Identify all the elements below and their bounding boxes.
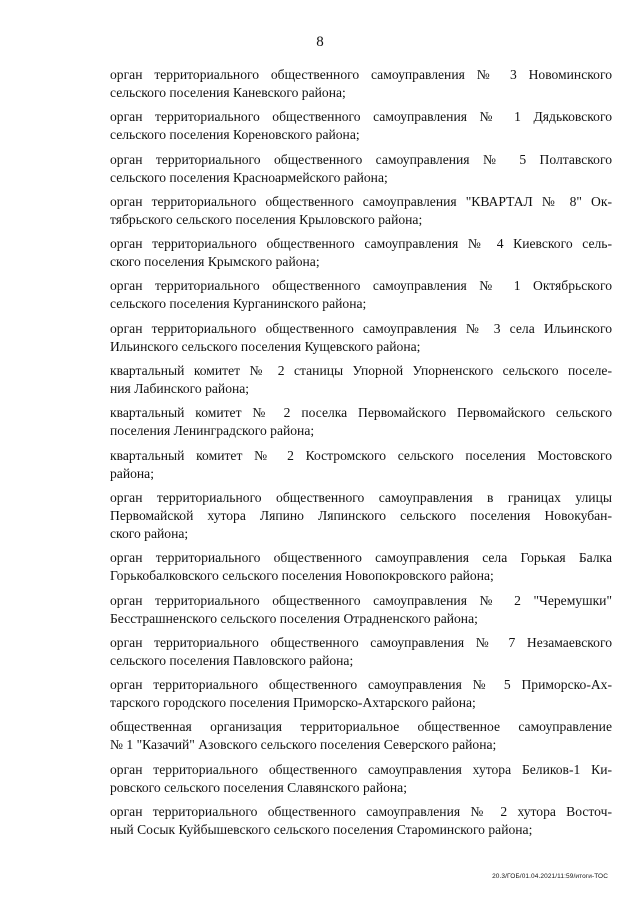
- list-item-line: тябрьского сельского поселения Крыловского района;: [110, 211, 423, 227]
- list-item: [110, 108, 612, 144]
- document-footer-code: 20.3/ГОБ/01.04.2021/11:59/итоги-ТОС: [492, 873, 608, 880]
- list-item-line: поселения Ленинградского района;: [110, 423, 315, 439]
- list-item-line: орган территориального общественного самоуправления № 1 Дядьковского: [110, 109, 612, 125]
- list-item-line: сельского поселения Красноармейского района;: [110, 169, 388, 185]
- list-item-line: Бесстрашненского сельского поселения Отрадненского района;: [110, 610, 478, 626]
- list-item: [110, 592, 612, 628]
- list-item: [110, 634, 612, 670]
- list-item-line: сельского поселения Каневского района;: [110, 85, 346, 100]
- list-item: [110, 320, 612, 356]
- list-item: [110, 549, 612, 585]
- list-item-line: орган территориального общественного самоуправления № 5 Приморско-Ах-: [110, 677, 612, 693]
- list-item-line: общественная организация территориальное общественное самоуправление: [110, 719, 612, 735]
- list-item: [110, 66, 612, 102]
- list-item: [110, 803, 612, 839]
- list-item-line: орган территориального общественного самоуправления № 5 Полтавского: [110, 151, 612, 167]
- list-item-line: ского района;: [110, 525, 189, 541]
- list-item: [110, 235, 612, 271]
- list-item-line: района;: [110, 465, 154, 481]
- list-item: [110, 151, 612, 187]
- list-item: [110, 193, 612, 229]
- list-item-line: орган территориального общественного самоуправления № 2 хутора Восточ-: [110, 804, 612, 820]
- list-item-line: орган территориального общественного самоуправления № 2 "Черемушки": [110, 592, 612, 608]
- list-item-line: орган территориального общественного самоуправления села Горькая Балка: [110, 550, 612, 566]
- list-item-line: сельского поселения Павловского района;: [110, 652, 354, 668]
- list-item-line: орган территориального общественного самоуправления № 3 Новоминского: [110, 67, 612, 82]
- list-item: [110, 676, 612, 712]
- list-item-line: Ильинского сельского поселения Кущевского района;: [110, 338, 421, 354]
- list-item: [110, 404, 612, 440]
- list-item: [110, 761, 612, 797]
- list-item-line: квартальный комитет № 2 Костромского сельского поселения Мостовского: [110, 447, 612, 463]
- list-item: [110, 489, 612, 543]
- page-number: 8: [316, 34, 324, 50]
- list-item-line: ный Сосык Куйбышевского сельского поселения Староминского района;: [110, 822, 533, 838]
- list-item-line: ского поселения Крымского района;: [110, 254, 320, 270]
- list-item-line: орган территориального общественного самоуправления № 7 Незамаевского: [110, 634, 612, 650]
- list-item-line: Первомайской хутора Ляпино Ляпинского сельского поселения Новокубан-: [110, 507, 612, 523]
- entry-list: [110, 66, 612, 845]
- list-item-line: орган территориального общественного самоуправления "КВАРТАЛ № 8" Ок-: [110, 193, 612, 209]
- list-item-line: орган территориального общественного самоуправления № 1 Октябрьского: [110, 278, 612, 294]
- list-item-line: квартальный комитет № 2 станицы Упорной Упорненского сельского поселе-: [110, 363, 612, 379]
- list-item-line: ния Лабинского района;: [110, 381, 250, 397]
- list-item-line: тарского городского поселения Приморско-Ахтарского района;: [110, 695, 476, 711]
- list-item-line: Горькобалковского сельского поселения Новопокровского района;: [110, 568, 494, 584]
- list-item: [110, 277, 612, 313]
- list-item-line: орган территориального общественного самоуправления № 3 села Ильинского: [110, 320, 612, 336]
- list-item-line: орган территориального общественного самоуправления в границах улицы: [110, 489, 612, 505]
- list-item: [110, 447, 612, 483]
- list-item-line: квартальный комитет № 2 поселка Первомайского Первомайского сельского: [110, 405, 612, 421]
- list-item: [110, 718, 612, 754]
- list-item: [110, 362, 612, 398]
- list-item-line: орган территориального общественного самоуправления хутора Беликов-1 Ки-: [110, 761, 612, 777]
- list-item-line: № 1 "Казачий" Азовского сельского поселения Северского района;: [110, 737, 497, 753]
- list-item-line: сельского поселения Кореновского района;: [110, 127, 360, 143]
- list-item-line: ровского сельского поселения Славянского района;: [110, 779, 407, 795]
- list-item-line: орган территориального общественного самоуправления № 4 Киевского сель-: [110, 236, 612, 252]
- list-item-line: сельского поселения Курганинского района;: [110, 296, 367, 312]
